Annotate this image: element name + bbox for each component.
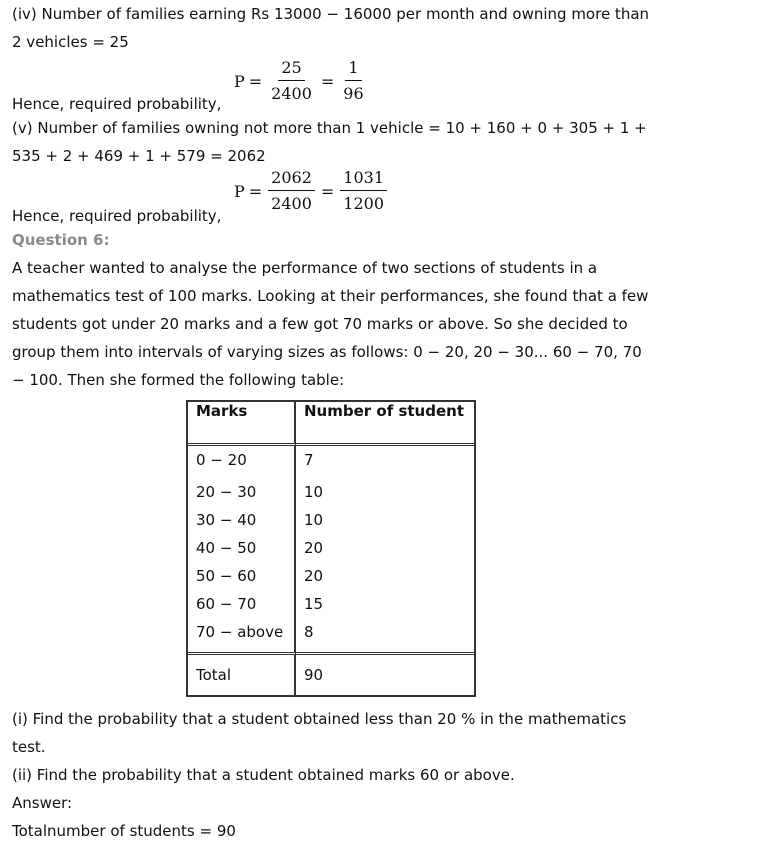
- table-row: [188, 446, 474, 478]
- probability-formula: [234, 58, 369, 104]
- header-marks: Marks: [188, 402, 296, 446]
- table-row: [188, 618, 474, 655]
- part-iv-probability: [12, 56, 672, 114]
- header-number-of-student: Number of student: [296, 402, 474, 446]
- marks-cell: 0 − 20: [188, 446, 296, 478]
- marks-cell: 60 − 70: [188, 590, 296, 618]
- denominator: 1200: [343, 194, 385, 213]
- numerator: 1031: [340, 168, 387, 191]
- marks-cell: 50 − 60: [188, 562, 296, 590]
- equals-sign: =: [248, 71, 263, 91]
- equals-sign: =: [320, 181, 335, 201]
- table-row: [188, 506, 474, 534]
- total-students: Totalnumber of students = 90: [12, 822, 236, 840]
- question-line-2: mathematics test of 100 marks. Looking at their performances, she found that a few: [12, 287, 649, 305]
- fraction: [268, 58, 315, 104]
- question-line-5: − 100. Then she formed the following table:: [12, 371, 345, 389]
- table-row: [188, 534, 474, 562]
- table-row: [188, 562, 474, 590]
- total-label: Total: [188, 655, 296, 695]
- total-value: 90: [304, 666, 324, 684]
- probability-formula: [234, 168, 389, 214]
- numerator: 1: [345, 58, 361, 81]
- count-cell: 7: [304, 451, 314, 469]
- table-row: [188, 478, 474, 506]
- equals-sign: =: [248, 181, 263, 201]
- question-line-4: group them into intervals of varying sizes as follows: 0 − 20, 20 − 30... 60 − 70, 70: [12, 343, 642, 361]
- equals-sign: =: [320, 71, 335, 91]
- marks-table: [186, 400, 476, 697]
- part-iv-line-2: 2 vehicles = 25: [12, 33, 129, 51]
- denominator: 2400: [271, 194, 312, 213]
- count-cell: 20: [304, 567, 324, 585]
- marks-cell: 20 − 30: [188, 478, 296, 506]
- count-cell: 20: [304, 539, 324, 557]
- fraction: [340, 58, 366, 104]
- table-row: [188, 590, 474, 618]
- p-symbol: P: [234, 71, 245, 91]
- question-line-1: A teacher wanted to analyse the performance of two sections of students in a: [12, 259, 598, 277]
- numerator: 25: [278, 58, 304, 81]
- denominator: 2400: [271, 84, 312, 103]
- table-header-row: [188, 402, 474, 446]
- part-v-probability: [12, 166, 672, 226]
- part-v-line-2: 535 + 2 + 469 + 1 + 579 = 2062: [12, 147, 266, 165]
- part-iv-line-1: (iv) Number of families earning Rs 13000 − 16000 per month and owning more than: [12, 5, 650, 23]
- question-i-line-2: test.: [12, 738, 46, 756]
- document-body: [12, 0, 672, 394]
- question-heading: Question 6:: [12, 231, 110, 249]
- p-symbol: P: [234, 181, 245, 201]
- marks-cell: 40 − 50: [188, 534, 296, 562]
- fraction: [268, 168, 315, 214]
- denominator: 96: [343, 84, 364, 103]
- marks-cell: 30 − 40: [188, 506, 296, 534]
- marks-cell: 70 − above: [188, 618, 296, 655]
- count-cell: 10: [304, 511, 324, 529]
- numerator: 2062: [268, 168, 315, 191]
- part-v-line-1: (v) Number of families owning not more than 1 vehicle = 10 + 160 + 0 + 305 + 1 +: [12, 119, 647, 137]
- follow-up-questions: [12, 705, 672, 845]
- question-line-3: students got under 20 marks and a few got 70 marks or above. So she decided to: [12, 315, 628, 333]
- table-total-row: [188, 655, 474, 695]
- fraction: [340, 168, 387, 214]
- hence-label: Hence, required probability,: [12, 207, 222, 225]
- count-cell: 15: [304, 595, 324, 613]
- hence-label: Hence, required probability,: [12, 95, 222, 113]
- count-cell: 10: [304, 483, 324, 501]
- count-cell: 8: [296, 618, 474, 655]
- question-ii: (ii) Find the probability that a student obtained marks 60 or above.: [12, 766, 515, 784]
- question-i-line-1: (i) Find the probability that a student obtained less than 20 % in the mathematics: [12, 710, 627, 728]
- answer-label: Answer:: [12, 794, 73, 812]
